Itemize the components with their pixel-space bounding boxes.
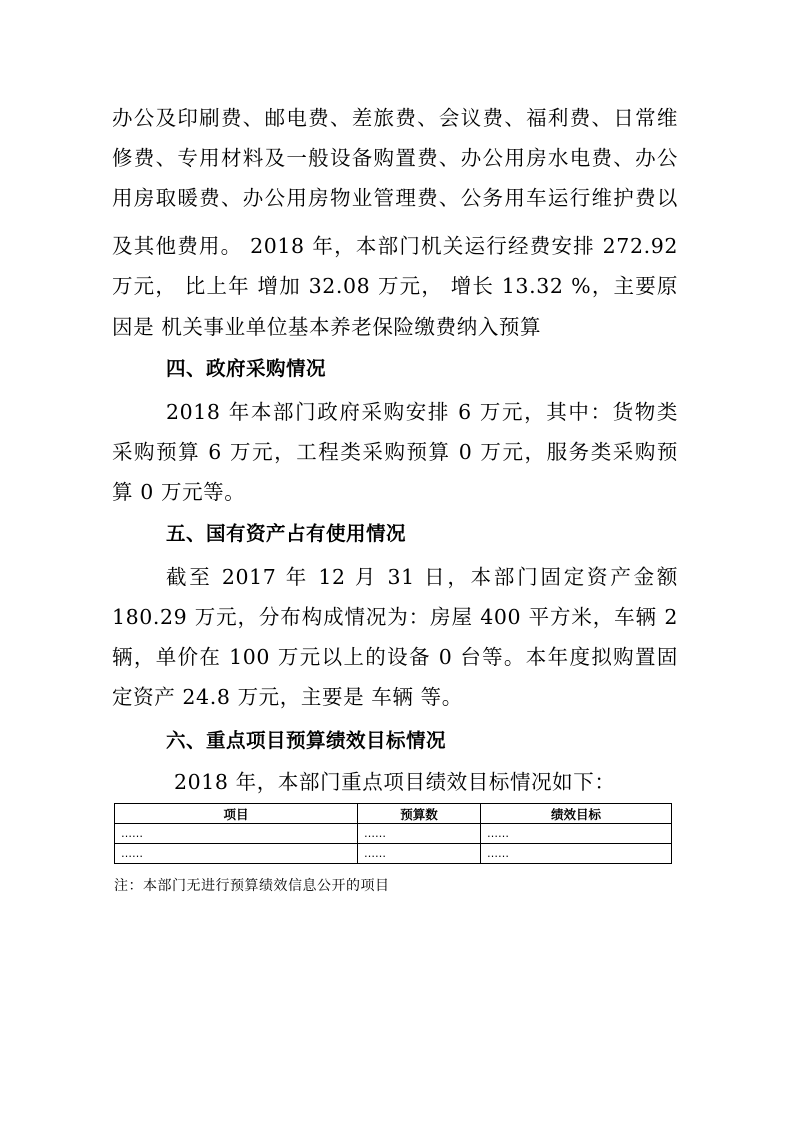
text-line: 定资产 24.8 万元，主要是 车辆 等。 — [112, 685, 463, 709]
column-header-target: 绩效目标 — [481, 804, 672, 824]
performance-table — [114, 803, 672, 864]
text-line: 截至 2017 年 12 月 31 日，本部门固定资产金额 — [166, 565, 678, 589]
text-line: 万元， 比上年 增加 32.08 万元， 增长 13.32 %，主要原 — [112, 274, 678, 298]
column-header-project: 项目 — [115, 804, 358, 824]
table-header-row — [115, 804, 672, 824]
text-line: 及其他费用。 2018 年，本部门机关运行经费安排 272.92 — [112, 234, 678, 258]
text-line: 辆，单价在 100 万元以上的设备 0 台等。本年度拟购置固 — [112, 645, 678, 669]
text-line: 2018 年本部门政府采购安排 6 万元，其中：货物类 — [166, 400, 678, 424]
table-cell: …… — [481, 824, 672, 844]
text-line: 用房取暖费、办公用房物业管理费、公务用车运行维护费以 — [112, 186, 678, 210]
performance-intro: 2018 年，本部门重点项目绩效目标情况如下： — [174, 770, 616, 794]
table-row — [115, 824, 672, 844]
table-note: 注：本部门无进行预算绩效信息公开的项目 — [114, 878, 390, 894]
text-line: 180.29 万元，分布构成情况为：房屋 400 平方米，车辆 2 — [112, 605, 678, 629]
table-row — [115, 844, 672, 864]
table-cell: …… — [358, 844, 481, 864]
table-cell: …… — [358, 824, 481, 844]
section-heading-performance: 六、重点项目预算绩效目标情况 — [166, 729, 447, 752]
table-cell: …… — [115, 824, 358, 844]
table-cell: …… — [481, 844, 672, 864]
section-heading-procurement: 四、政府采购情况 — [166, 357, 327, 380]
text-line: 算 0 万元等。 — [112, 480, 246, 504]
text-line: 修费、专用材料及一般设备购置费、办公用房水电费、办公 — [112, 146, 678, 170]
text-line: 办公及印刷费、邮电费、差旅费、会议费、福利费、日常维 — [112, 106, 678, 130]
section-heading-assets: 五、国有资产占有使用情况 — [166, 522, 407, 545]
table-cell: …… — [115, 844, 358, 864]
column-header-budget: 预算数 — [358, 804, 481, 824]
text-line: 因是 机关事业单位基本养老保险缴费纳入预算 — [112, 315, 542, 339]
text-line: 采购预算 6 万元，工程类采购预算 0 万元，服务类采购预 — [112, 440, 678, 464]
